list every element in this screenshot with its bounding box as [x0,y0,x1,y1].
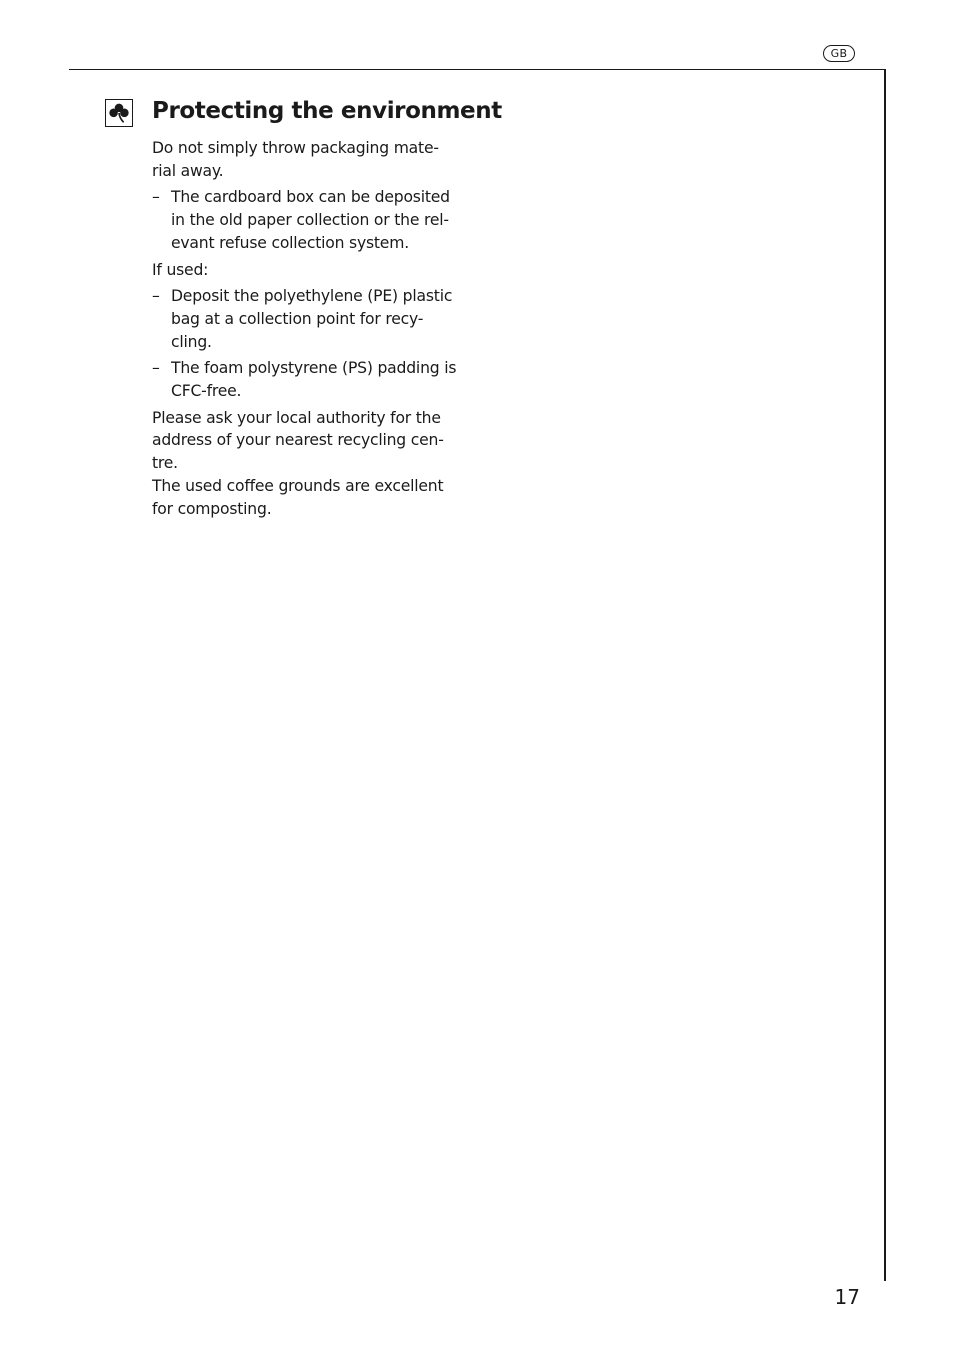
list-item-line: in the old paper collection or the rel- [171,211,449,230]
language-badge: GB [823,45,855,62]
clover-icon-graphic [106,100,132,126]
intro-line: Do not simply throw packaging mate- [152,139,439,157]
clover-icon [105,99,133,127]
authority-paragraph [152,407,482,475]
dash-marker: – [152,188,160,207]
list-item-ps-padding [152,357,482,402]
list-item-line: The cardboard box can be deposited [171,188,450,207]
if-used-text: If used: [152,260,209,279]
list-item-line: cling. [171,332,212,351]
list-item-line: bag at a collection point for recy- [171,309,424,328]
coffee-line: for composting. [152,499,272,518]
dash-marker: – [152,287,160,306]
authority-line: tre. [152,454,178,473]
list-item-line: The foam polystyrene (PS) padding is [171,359,457,378]
coffee-paragraph [152,475,482,520]
section-title: Protecting the environment [152,98,502,124]
top-rule [69,69,885,70]
list-item-cardboard [152,186,482,254]
list-item-line: evant refuse collection system. [171,233,409,252]
authority-line: address of your nearest recycling cen- [152,431,444,450]
intro-paragraph [152,137,482,182]
section-body [152,137,482,520]
list-item-line: CFC-free. [171,382,242,401]
page-number: 17 [834,1285,860,1309]
intro-line: rial away. [152,161,224,180]
dash-marker: – [152,359,160,378]
list-item-pe-bag [152,285,482,353]
if-used-label [152,259,482,282]
right-margin-rule [884,69,886,1281]
authority-line: Please ask your local authority for the [152,408,441,427]
list-item-line: Deposit the polyethylene (PE) plastic [171,287,453,306]
coffee-line: The used coffee grounds are excellent [152,476,444,495]
